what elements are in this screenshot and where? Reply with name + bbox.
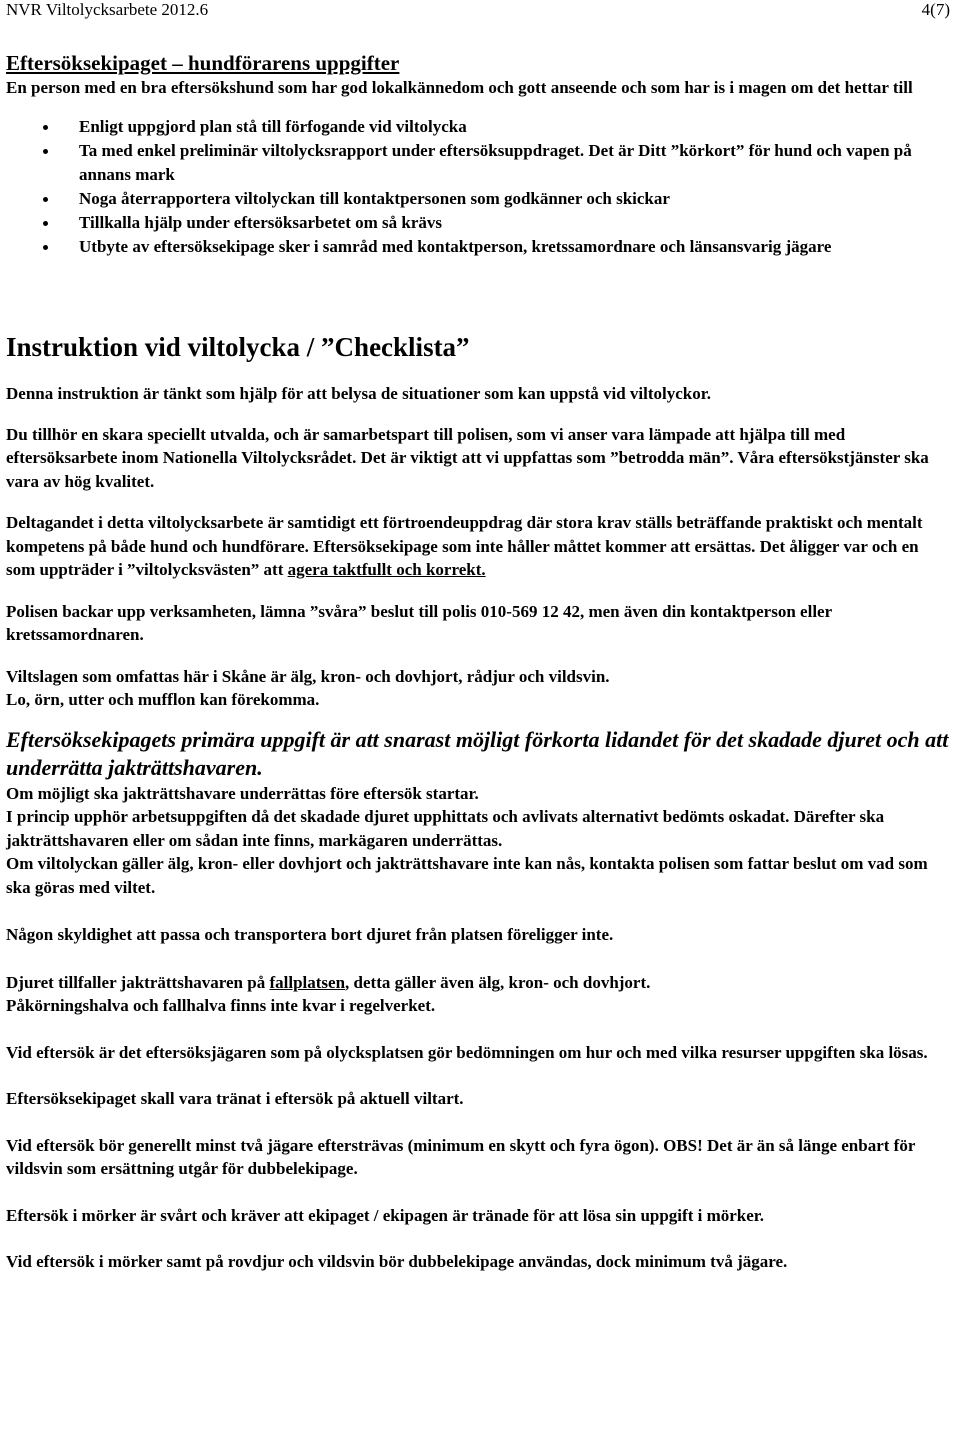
paragraph: Du tillhör en skara speciellt utvalda, och är samarbetspart till polisen, som vi anser vara lämpade att hjälpa till med eftersöksarbete inom Nationella Viltolycksrådet. Det är viktigt att vi uppfattas som ”betrodda män”. Våra eftersökstjänster ska vara av hög kvalitet. [6,424,929,491]
list-item: Ta med enkel preliminär viltolycksrapport under eftersöksuppdraget. Det är Ditt ”körkort” för hund och vapen på annans mark [6,139,952,187]
paragraph: Lo, örn, utter och mufflon kan förekomma. [6,690,320,709]
paragraph: Påkörningshalva och fallhalva finns inte kvar i regelverket. [6,996,436,1015]
list-item: Tillkalla hjälp under eftersöksarbetet om så krävs [6,211,952,235]
section-title-checklist: Instruktion vid viltolycka / ”Checklista” [6,332,470,362]
paragraph: Om möjligt ska jakträttshavare underrättas före eftersök startar. [6,783,479,803]
underlined-word: fallplatsen [269,972,346,992]
paragraph: Någon skyldighet att passa och transportera bort djuret från platsen föreligger inte. [6,925,614,944]
task-list [6,115,952,259]
paragraph: Denna instruktion är tänkt som hjälp för att belysa de situationer som kan uppstå vid viltolyckor. [6,384,711,403]
list-item: Utbyte av eftersöksekipage sker i samråd med kontaktperson, kretssamordnare och länsansvarig jägare [6,235,952,259]
list-item: Enligt uppgjord plan stå till förfogande vid viltolycka [6,115,952,139]
paragraph: Viltslagen som omfattas här i Skåne är älg, kron- och dovhjort, rådjur och vildsvin. [6,666,610,686]
paragraph: Vid eftersök i mörker samt på rovdjur och vildsvin bör dubbelekipage användas, dock minimum två jägare. [6,1252,788,1271]
paragraph: Polisen backar upp verksamheten, lämna ”svåra” beslut till polis 010-569 12 42, men även din kontaktperson eller kretssamordnaren. [6,601,832,644]
paragraph: Eftersöksekipaget skall vara tränat i eftersök på aktuell viltart. [6,1089,464,1108]
paragraph: I princip upphör arbetsuppgiften då det skadade djuret upphittats och avlivats alternativt bedömts oskadat. Därefter ska jakträttshavaren eller om sådan inte finns, markägaren underrättas. [6,807,885,850]
paragraph: Vid eftersök är det eftersöksjägaren som på olycksplatsen gör bedömningen om hur och med vilka resurser uppgiften ska lösas. [6,1042,928,1062]
intro-paragraph: En person med en bra eftersökshund som har god lokalkännedom och gott anseende och som har is i magen om det hettar till [6,78,913,97]
paragraph: Eftersök i mörker är svårt och kräver att ekipaget / ekipagen är tränade för att lösa sin uppgift i mörker. [6,1205,765,1225]
underlined-phrase: agera taktfullt och korrekt. [287,560,486,579]
header-doc-title: NVR Viltolycksarbete 2012.6 [6,0,209,19]
primary-task-heading: Eftersöksekipagets primära uppgift är att snarast möjligt förkorta lidandet för det skadade djuret och att underrätta jakträttshavaren. [6,726,949,780]
page-header [6,0,950,24]
section-title-handler-tasks: Eftersöksekipaget – hundförarens uppgifter [6,51,400,75]
document-body [6,50,952,1274]
paragraph: Om viltolyckan gäller älg, kron- eller dovhjort och jakträttshavare inte kan nås, kontakta polisen som fattar beslut om vad som ska göras med viltet. [6,854,928,897]
list-item: Noga återrapportera viltolyckan till kontaktpersonen som godkänner och skickar [6,187,952,211]
paragraph: Deltagandet i detta viltolycksarbete är samtidigt ett förtroendeuppdrag där stora krav ställs beträffande praktiskt och mentalt kompetens på både hund och hundförare. Eftersöksekipage som inte håller måttet kommer att ersättas. Det åligger var och en som uppträder i ”viltolycksvästen” att agera taktfullt och korrekt. [6,513,923,579]
header-page-number: 4(7) [921,0,950,19]
paragraph: Djuret tillfaller jakträttshavaren på fallplatsen, detta gäller även älg, kron- och dovhjort. [6,972,651,992]
paragraph: Vid eftersök bör generellt minst två jägare eftersträvas (minimum en skytt och fyra ögon). OBS! Det är än så länge enbart för vildsvin som ersättning utgår för dubbelekipage. [6,1135,916,1178]
